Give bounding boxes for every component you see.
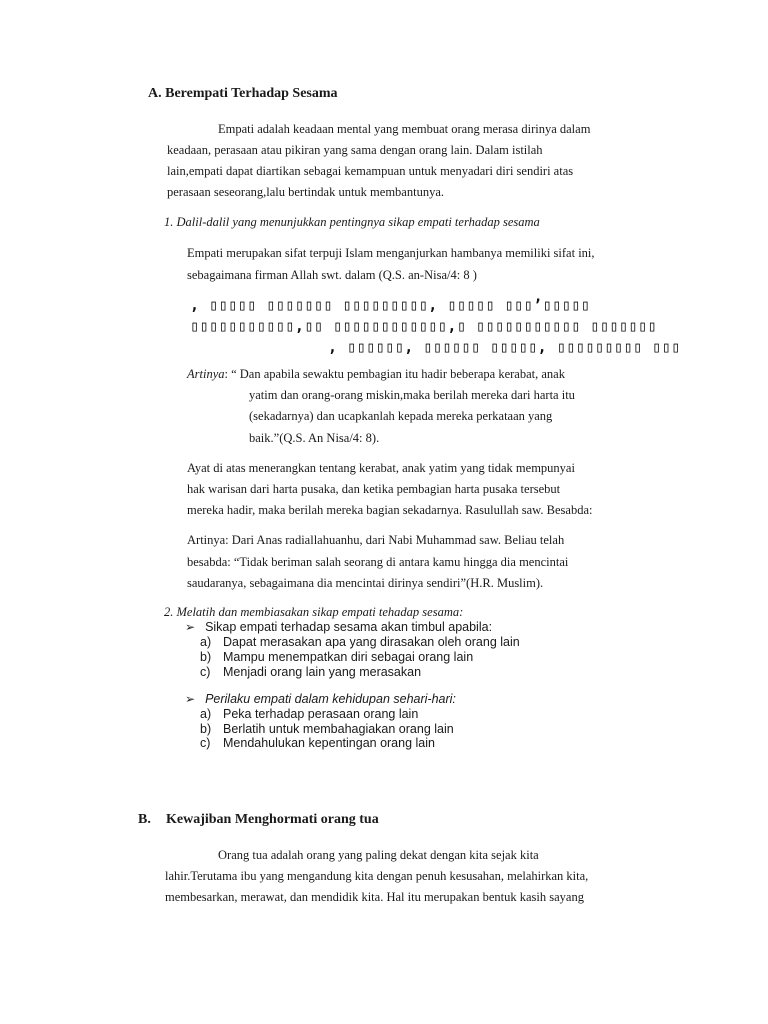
list-item-text: Mampu menempatkan diri sebagai orang lain xyxy=(223,650,474,664)
list-item xyxy=(200,664,421,680)
list-item-text: Dapat merasakan apa yang dirasakan oleh orang lain xyxy=(223,635,520,649)
artinya-line-4: baik.”(Q.S. An Nisa/4: 8). xyxy=(249,431,380,445)
section-b-title: Kewajiban Menghormati orang tua xyxy=(166,812,379,827)
list-marker: b) xyxy=(200,722,212,736)
list-marker: b) xyxy=(200,650,212,664)
artinya-first-text: : “ Dan apabila sewaktu pembagian itu hadir beberapa kerabat, anak xyxy=(224,367,565,381)
list-item-text: Menjadi orang lain yang merasakan xyxy=(223,665,422,679)
section-a-heading: A. Berempati Terhadap Sesama xyxy=(148,86,338,101)
artinya-line-2: yatim dan orang-orang miskin,maka berilah mereka dari harta itu xyxy=(249,388,575,402)
list-marker: a) xyxy=(200,635,212,649)
artinya-label: Artinya xyxy=(187,367,225,381)
intro-line-3: lain,empati dapat diartikan sebagai kemampuan untuk menyadari diri sendiri atas xyxy=(167,164,574,178)
group-2-label: Perilaku empati dalam kehidupan sehari-hari: xyxy=(205,692,456,706)
point-1-para3-line-1: Artinya: Dari Anas radiallahuanhu, dari Nabi Muhammad saw. Beliau telah xyxy=(187,533,565,547)
section-b-line-3: membesarkan, merawat, dan mendidik kita. Hal itu merupakan bentuk kasih sayang xyxy=(165,890,584,904)
artinya-line-1 xyxy=(187,366,565,382)
point-1-para1-line-2: sebagaimana firman Allah swt. dalam (Q.S. an-Nisa/4: 8 ) xyxy=(187,268,477,282)
intro-line-2: keadaan, perasaan atau pikiran yang sama dengan orang lain. Dalam istilah xyxy=(167,143,543,157)
list-item-text: Berlatih untuk membahagiakan orang lain xyxy=(223,722,454,736)
intro-line-4: perasaan seseorang,lalu bertindak untuk membantunya. xyxy=(167,185,444,199)
list-marker: c) xyxy=(200,665,211,679)
group-1-header xyxy=(185,619,492,635)
section-b-line-2: lahir.Terutama ibu yang mengandung kita dengan penuh kesusahan, melahirkan kita, xyxy=(165,869,589,883)
section-b-heading xyxy=(138,812,379,828)
group-1-label: Sikap empati terhadap sesama akan timbul apabila: xyxy=(205,620,493,634)
arrow-bullet-icon: ➢ xyxy=(185,620,196,634)
intro-line-1: Empati adalah keadaan mental yang membuat orang merasa dirinya dalam xyxy=(218,122,591,136)
list-item-text: Peka terhadap perasaan orang lain xyxy=(223,707,419,721)
point-1-para2-line-1: Ayat di atas menerangkan tentang kerabat, anak yatim yang tidak mempunyai xyxy=(187,461,575,475)
group-2-header xyxy=(185,691,456,707)
list-item xyxy=(200,735,435,751)
list-item-text: Mendahulukan kepentingan orang lain xyxy=(223,736,435,750)
section-b-marker: B. xyxy=(138,812,151,827)
point-1-para3-line-2: besabda: “Tidak beriman salah seorang di antara kamu hingga dia mencintai xyxy=(187,555,569,569)
point-2-title: 2. Melatih dan membiasakan sikap empati tehadap sesama: xyxy=(164,605,464,619)
point-1-para3-line-3: saudaranya, sebagaimana dia mencintai dirinya sendiri”(H.R. Muslim). xyxy=(187,576,544,590)
section-b-line-1: Orang tua adalah orang yang paling dekat dengan kita sejak kita xyxy=(218,848,539,862)
point-1-para1-line-1: Empati merupakan sifat terpuji Islam menganjurkan hambanya memiliki sifat ini, xyxy=(187,246,595,260)
point-1-title: 1. Dalil-dalil yang menunjukkan pentingnya sikap empati terhadap sesama xyxy=(164,215,540,229)
arabic-verse-line-3: ‚ ▯▯▯▯▯▯‚ ▯▯▯▯▯▯ ▯▯▯▯▯‚ ▯▯▯▯▯▯▯▯▯ ▯▯▯ xyxy=(328,338,681,356)
arrow-bullet-icon: ➢ xyxy=(185,692,196,706)
point-1-para2-line-2: hak warisan dari harta pusaka, dan ketika pembagian harta pusaka tersebut xyxy=(187,482,561,496)
arabic-verse-line-2: ▯▯▯▯▯▯▯▯▯▯▯‚▯▯ ▯▯▯▯▯▯▯▯▯▯▯▯‚▯ ▯▯▯▯▯▯▯▯▯▯▯ ▯▯▯▯▯▯▯ xyxy=(190,317,658,335)
list-item xyxy=(200,649,473,665)
arabic-verse-line-1: ‚ ▯▯▯▯▯ ▯▯▯▯▯▯▯ ▯▯▯▯▯▯▯▯▯‚ ▯▯▯▯▯ ▯▯▯’▯▯▯▯▯ xyxy=(190,296,591,314)
artinya-line-3: (sekadarnya) dan ucapkanlah kepada mereka perkataan yang xyxy=(249,409,553,423)
list-item xyxy=(200,706,418,722)
point-1-para2-line-3: mereka hadir, maka berilah mereka bagian sekadarnya. Rasulullah saw. Besabda: xyxy=(187,503,593,517)
list-item xyxy=(200,634,520,650)
list-marker: c) xyxy=(200,736,211,750)
list-marker: a) xyxy=(200,707,212,721)
